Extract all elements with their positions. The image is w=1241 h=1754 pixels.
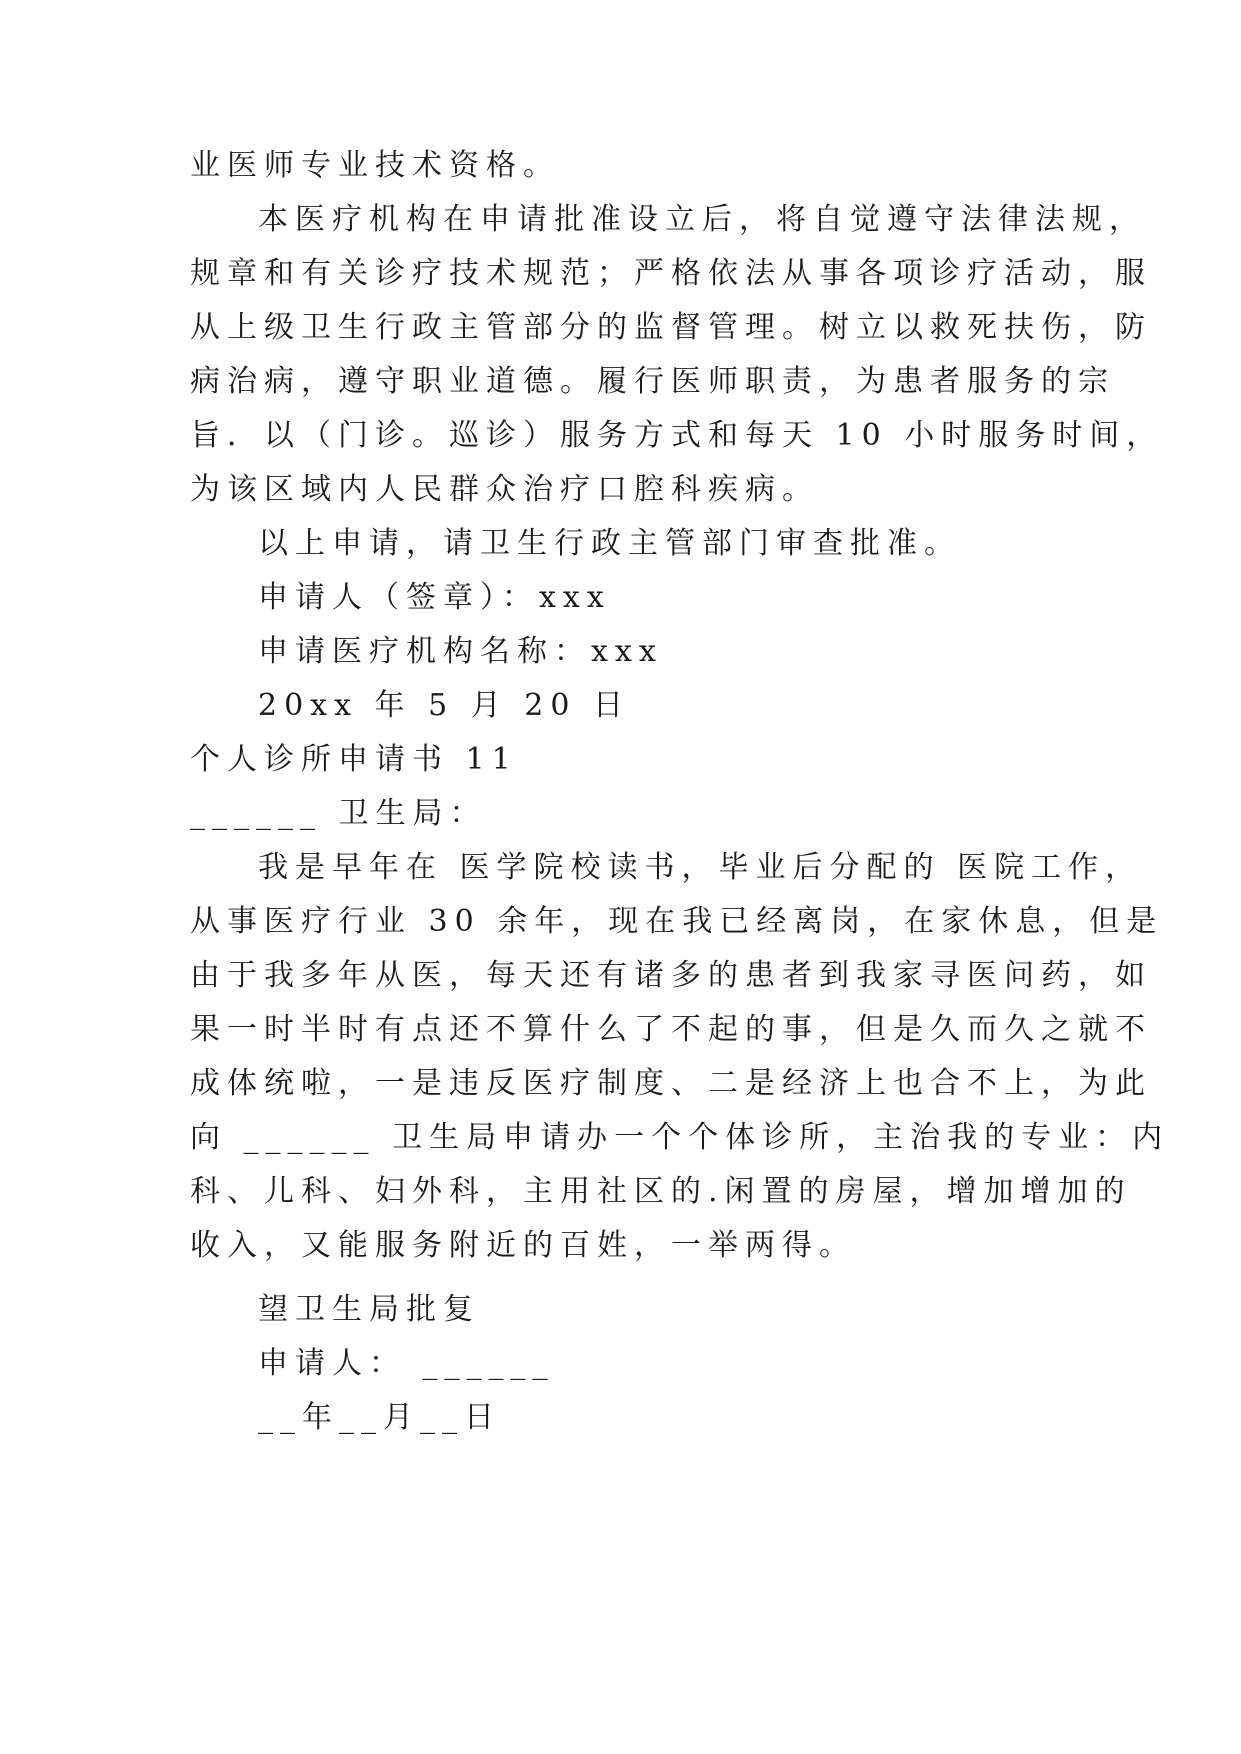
applicant-line: 申请人： ______ xyxy=(258,1346,555,1381)
text-line-1: 业医师专业技术资格。 xyxy=(190,148,560,183)
text-line-4: 从上级卫生行政主管部分的监督管理。树立以救死扶伤，防 xyxy=(190,310,1152,345)
text-line-8: 以上申请，请卫生行政主管部门审查批准。 xyxy=(258,526,961,561)
text-line-21: 收入，又能服务附近的百姓，一举两得。 xyxy=(190,1228,856,1263)
applicant-signature-line: 申请人（签章）：xxx xyxy=(258,580,611,615)
text-line-16: 由于我多年从医，每天还有诸多的患者到我家寻医问药，如 xyxy=(190,958,1152,993)
blank-date-line: __年__月__日 xyxy=(258,1400,501,1435)
text-line-17: 果一时半时有点还不算什么了不起的事，但是久而久之就不 xyxy=(190,1012,1152,1047)
date-line: 20xx 年 5 月 20 日 xyxy=(258,688,630,723)
text-line-14: 我是早年在 医学院校读书，毕业后分配的 医院工作， xyxy=(258,850,1143,885)
text-line-5: 病治病，遵守职业道德。履行医师职责，为患者服务的宗 xyxy=(190,364,1115,399)
institution-name-line: 申请医疗机构名称：xxx xyxy=(258,634,663,669)
salutation-line: ______ 卫生局： xyxy=(190,796,487,831)
closing-request-line: 望卫生局批复 xyxy=(258,1292,480,1327)
text-line-20: 科、儿科、妇外科，主用社区的.闲置的房屋，增加增加的 xyxy=(190,1174,1132,1209)
text-line-2: 本医疗机构在申请批准设立后，将自觉遵守法律法规， xyxy=(258,202,1146,237)
text-line-6: 旨．以（门诊。巡诊）服务方式和每天 10 小时服务时间， xyxy=(190,418,1164,453)
text-line-15: 从事医疗行业 30 余年，现在我已经离岗，在家休息，但是 xyxy=(190,904,1164,939)
text-line-19: 向 ______ 卫生局申请办一个个体诊所，主治我的专业：内 xyxy=(190,1120,1170,1155)
text-line-3: 规章和有关诊疗技术规范；严格依法从事各项诊疗活动，服 xyxy=(190,256,1152,291)
text-line-18: 成体统啦，一是违反医疗制度、二是经济上也合不上，为此 xyxy=(190,1066,1152,1101)
text-line-7: 为该区域内人民群众治疗口腔科疾病。 xyxy=(190,472,819,507)
section-title: 个人诊所申请书 11 xyxy=(190,742,518,777)
